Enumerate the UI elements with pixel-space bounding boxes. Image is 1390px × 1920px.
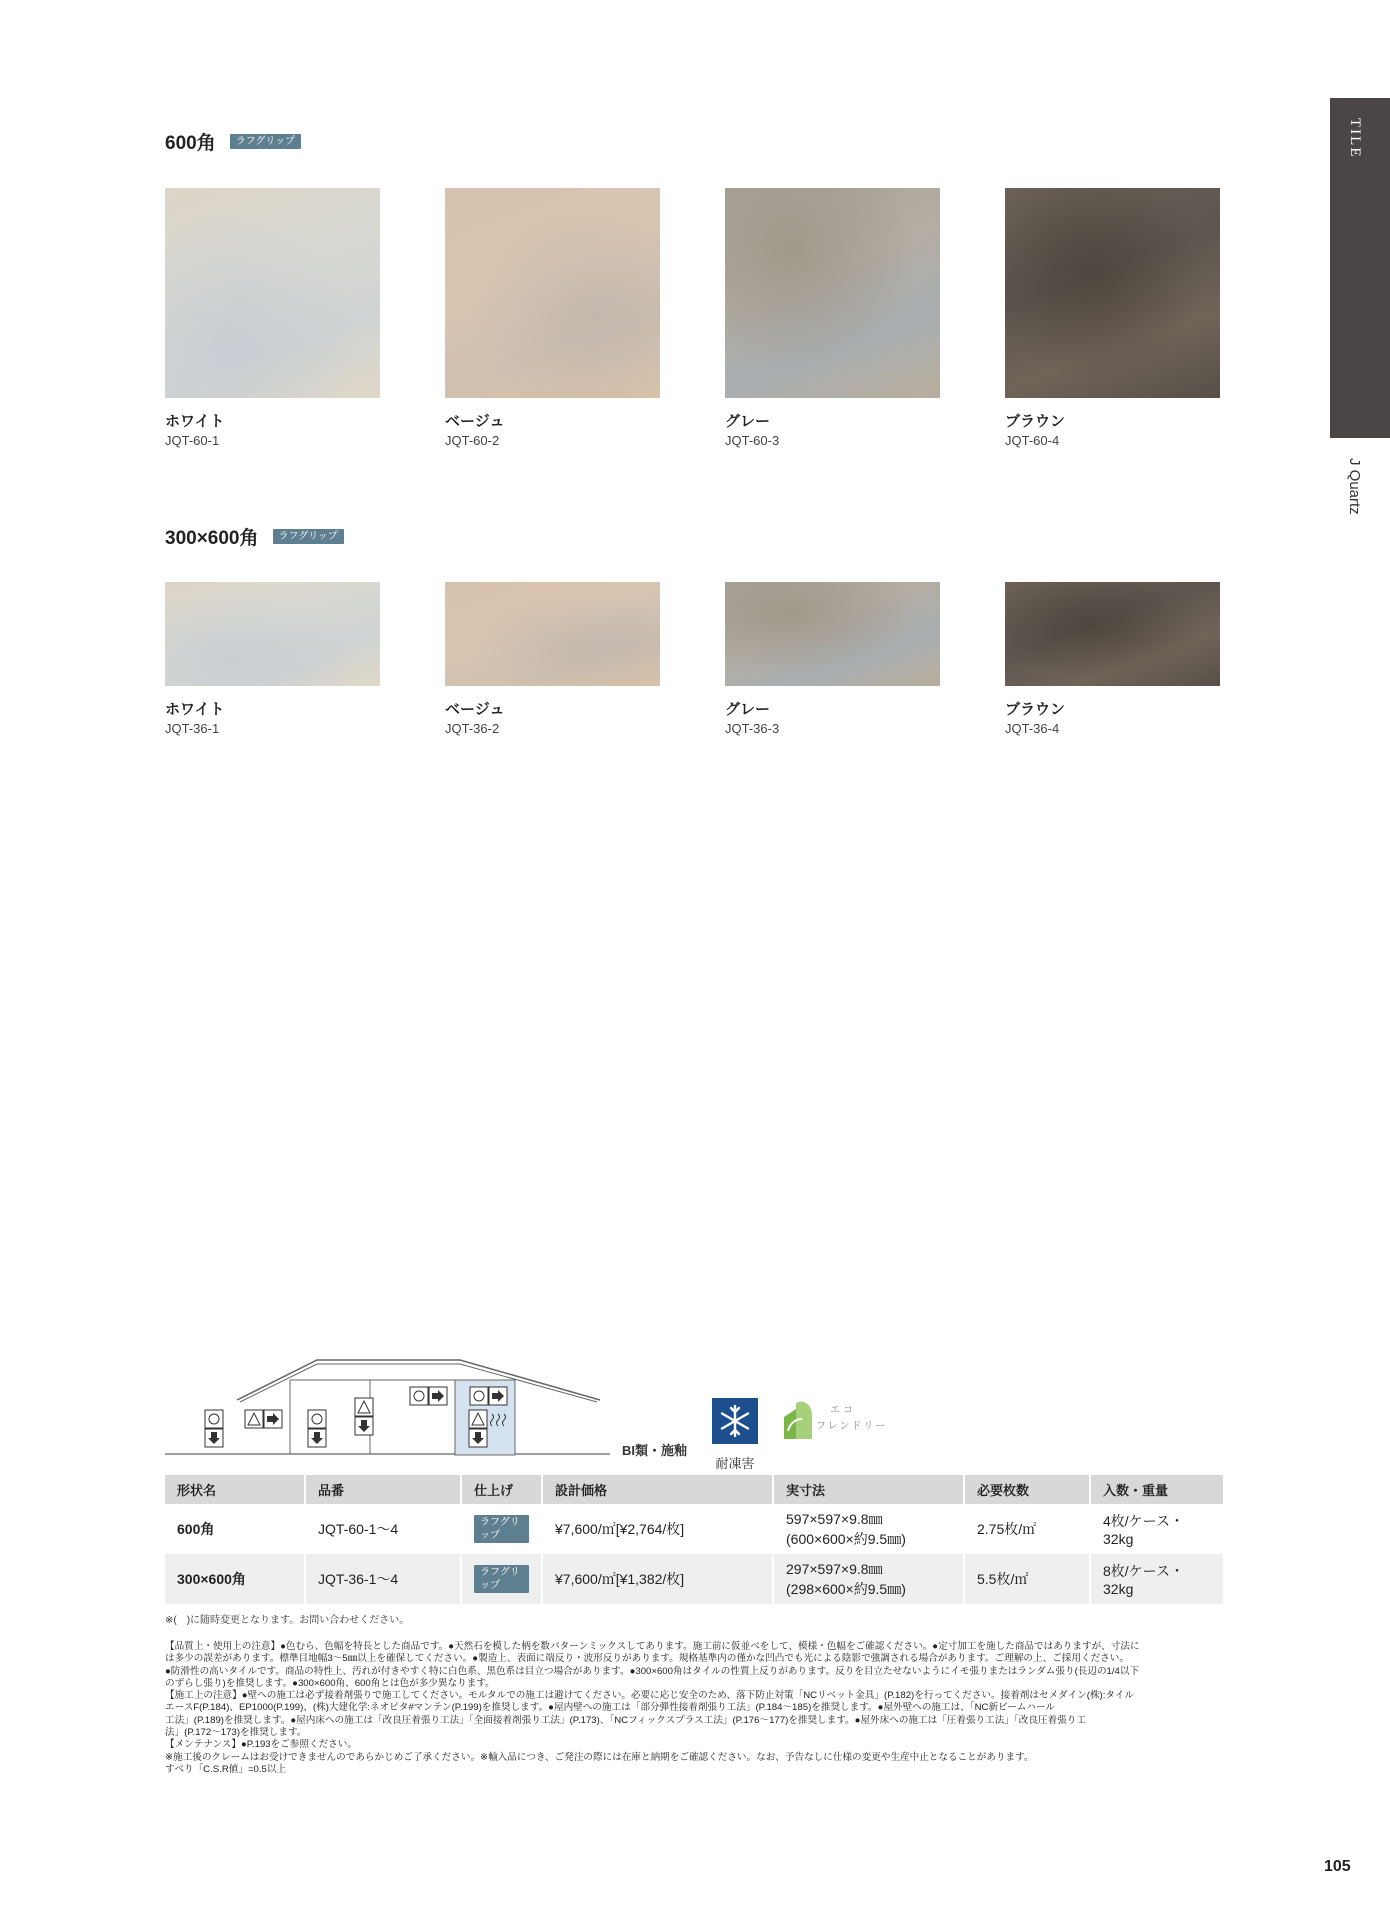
series-name: J Quartz: [1346, 458, 1363, 515]
cell-finish: [461, 1504, 542, 1554]
finish-badge: ラフグリップ: [273, 529, 344, 544]
note-line: 工法」(P.189)を推奨します。●屋内床への施工は「改良圧着張り工法」「全面接着剤張り工法」(P.173)、「NCフィックスプラス工法」(P.176～177)を推奨します。●屋外床への施工は「圧着張り工法」「改良圧着張り工: [165, 1714, 1086, 1726]
classification-label-wrap: [622, 1398, 687, 1459]
finish-badge: ラフグリップ: [474, 1565, 529, 1593]
note-line: 法」(P.172～173)を推奨します。: [165, 1727, 307, 1739]
cell-finish: [461, 1554, 542, 1604]
tile-code: JQT-60-1: [165, 433, 220, 448]
cell-code: JQT-36-1～4: [305, 1554, 461, 1604]
cell-shape: 600角: [165, 1504, 305, 1554]
page-number: 105: [1324, 1858, 1351, 1875]
side-tab-label: TILE: [1347, 118, 1363, 159]
section-title: 300×600角: [165, 528, 259, 549]
tile-card[interactable]: [445, 582, 660, 736]
snowflake-icon: [712, 1398, 758, 1444]
note-line: エースF(P.184)、EP1000(P.199)、(株)大建化学:ネオピタ#マンテン(P.199)を推奨します。●屋内壁への施工は「部分弾性接着剤張り工法」(P.184～185)を推奨します。●屋外壁への施工は、「NC新ビームハール: [165, 1702, 1056, 1714]
note-line: すべり「C.S.R値」=0.5以上: [165, 1763, 287, 1775]
tile-name: ベージュ: [445, 413, 505, 430]
finish-badge: ラフグリップ: [230, 134, 301, 149]
tile-code: JQT-60-2: [445, 433, 500, 448]
size-actual: 597×597×9.8㎜: [786, 1511, 883, 1527]
note-line: のずらし張り)を推奨します。●300×600角、600角とは色が多少異なります。: [165, 1677, 495, 1689]
table-footnote: ※( )に随時変更となります。お問い合わせください。: [165, 1615, 410, 1626]
tile-swatch-beige: [445, 582, 660, 686]
tile-name: ブラウン: [1005, 413, 1066, 430]
tile-card[interactable]: [165, 188, 380, 448]
note-line: ●防滑性の高いタイルです。商品の特性上、汚れが付きやすく特に白色系、黒色系は目立つ場合があります。●300×600角はタイルの性質上反りがあります。反りを目立たせないようにイモ張りまたはランダム張り(長辺の1/4以下: [165, 1665, 1140, 1677]
cell-size: [773, 1554, 964, 1604]
tile-card[interactable]: [165, 582, 380, 736]
table-row: [165, 1504, 1224, 1554]
eco-line2: フレンドリー: [816, 1421, 888, 1432]
section-header-600: [165, 128, 301, 155]
cell-size: [773, 1504, 964, 1554]
cell-code: JQT-60-1～4: [305, 1504, 461, 1554]
tile-swatch-brown: [1005, 188, 1220, 398]
tile-swatch-beige: [445, 188, 660, 398]
tile-code: JQT-36-1: [165, 721, 220, 736]
tile-swatch-gray: [725, 582, 940, 686]
cell-price: ¥7,600/㎡[¥2,764/枚]: [542, 1504, 773, 1554]
frost-resistant-badge: [712, 1398, 758, 1472]
col-header: 必要枚数: [964, 1475, 1090, 1504]
col-header: 実寸法: [773, 1475, 964, 1504]
tile-card[interactable]: [725, 582, 940, 736]
usage-notes: [165, 1641, 1225, 1776]
eco-friendly-badge: [780, 1395, 910, 1448]
finish-badge: ラフグリップ: [474, 1515, 529, 1543]
tile-code: JQT-60-3: [725, 433, 780, 448]
size-nominal: (298×600×約9.5㎜): [786, 1581, 906, 1597]
col-header: 仕上げ: [461, 1475, 542, 1504]
tile-swatch-white: [165, 582, 380, 686]
cell-count: 5.5枚/㎡: [964, 1554, 1090, 1604]
tile-name: ホワイト: [165, 701, 225, 718]
tile-name: ブラウン: [1005, 701, 1066, 718]
col-header: 設計価格: [542, 1475, 773, 1504]
size-nominal: (600×600×約9.5㎜): [786, 1531, 906, 1547]
usage-area-diagram: [165, 1350, 610, 1465]
tile-name: ホワイト: [165, 413, 225, 430]
note-line: 【施工上の注意】●壁への施工は必ず接着剤張りで施工してください。モルタルでの施工は避けてください。必要に応じ安全のため、落下防止対策「NCリベット金具」(P.182)を行ってください。接着剤はセメダイン(株):タイル: [165, 1690, 1134, 1702]
tile-swatch-brown: [1005, 582, 1220, 686]
cell-pack: 4枚/ケース・32kg: [1090, 1504, 1224, 1554]
tile-card[interactable]: [725, 188, 940, 448]
section-header-300x600: [165, 523, 344, 550]
frost-label: 耐凍害: [715, 1456, 755, 1471]
tile-name: グレー: [725, 413, 771, 430]
tile-card[interactable]: [1005, 582, 1220, 736]
cell-count: 2.75枚/㎡: [964, 1504, 1090, 1554]
tile-swatch-gray: [725, 188, 940, 398]
cell-price: ¥7,600/㎡[¥1,382/枚]: [542, 1554, 773, 1604]
cell-pack: 8枚/ケース・32kg: [1090, 1554, 1224, 1604]
note-line: は多少の誤差があります。標準目地幅3～5㎜以上を確保してください。●製造上、表面に端反り・波形反りがあります。規格基準内の僅かな凹凸でも光による陰影で強調される場合があります。ご理解の上、ご採用ください。: [165, 1653, 1129, 1665]
tile-name: グレー: [725, 701, 771, 718]
note-line: 【品質上・使用上の注意】●色むら、色幅を特長とした商品です。●天然石を模した柄を数パターンミックスしてあります。施工前に仮並べをして、模様・色幅をご確認ください。●定寸加工を施した商品ではありますが、寸法に: [165, 1641, 1140, 1652]
tile-swatch-white: [165, 188, 380, 398]
table-header-row: [165, 1475, 1224, 1504]
note-line: 【メンテナンス】●P.193をご参照ください。: [165, 1739, 357, 1751]
section-title: 600角: [165, 133, 216, 154]
tile-card[interactable]: [445, 188, 660, 448]
tile-code: JQT-60-4: [1005, 433, 1060, 448]
eco-line1: エコ: [830, 1405, 856, 1416]
size-actual: 297×597×9.8㎜: [786, 1561, 883, 1577]
cell-shape: 300×600角: [165, 1554, 305, 1604]
tile-card[interactable]: [1005, 188, 1220, 448]
note-line: ※施工後のクレームはお受けできませんのであらかじめご了承ください。※輸入品につき、ご発注の際には在庫と納期をご確認ください。なお、予告なしに仕様の変更や生産中止となることがあります。: [165, 1751, 1034, 1763]
tile-code: JQT-36-2: [445, 721, 500, 736]
tile-code: JQT-36-4: [1005, 721, 1060, 736]
table-row: [165, 1554, 1224, 1604]
col-header: 入数・重量: [1090, 1475, 1224, 1504]
spec-table: [165, 1475, 1225, 1604]
tile-code: JQT-36-3: [725, 721, 780, 736]
tile-name: ベージュ: [445, 701, 505, 718]
col-header: 品番: [305, 1475, 461, 1504]
col-header: 形状名: [165, 1475, 305, 1504]
classification-label: BI類・施釉: [622, 1443, 688, 1458]
